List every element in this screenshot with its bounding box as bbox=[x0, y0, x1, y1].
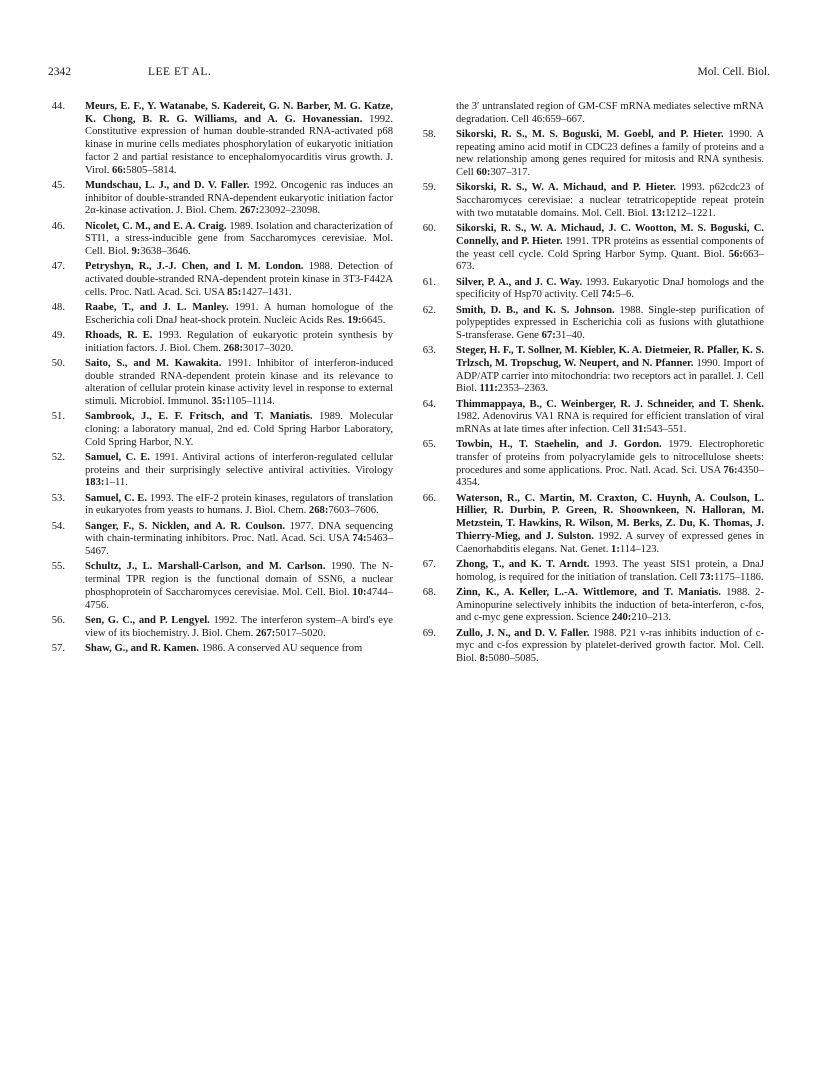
reference-number: 56. bbox=[51, 614, 65, 626]
reference-volume: 267: bbox=[239, 205, 260, 217]
journal-name: Mol. Cell. Biol. bbox=[697, 66, 770, 78]
reference-text: 1992. A survey of expressed genes in Caenorhabditis elegans. Nat. Genet. bbox=[456, 530, 764, 555]
reference-number: 48. bbox=[51, 301, 65, 313]
reference-text: 1991. A human homologue of the Escherichia coli DnaJ heat-shock protein. Nucleic Acids Res. bbox=[85, 301, 393, 326]
reference-entry bbox=[45, 302, 393, 327]
reference-number: 64. bbox=[422, 398, 436, 410]
reference-volume: 73: bbox=[699, 571, 715, 583]
reference-number: 55. bbox=[51, 561, 65, 573]
reference-entry bbox=[416, 129, 764, 180]
reference-number: 67. bbox=[422, 558, 436, 570]
reference-number: 60. bbox=[422, 223, 436, 235]
reference-entry bbox=[45, 411, 393, 449]
reference-authors: Smith, D. B., and K. S. Johnson. bbox=[456, 304, 615, 316]
reference-volume: 60: bbox=[476, 167, 491, 179]
reference-entry bbox=[45, 493, 393, 518]
reference-entry bbox=[416, 587, 764, 625]
reference-authors: Petryshyn, R., J.-J. Chen, and I. M. London. bbox=[85, 261, 304, 273]
reference-text: 1992. The interferon system–A bird's eye view of its biochemistry. J. Biol. Chem. bbox=[85, 614, 393, 639]
reference-volume: 240: bbox=[611, 612, 632, 624]
reference-volume: 31: bbox=[632, 424, 647, 436]
reference-pages: 3017–3020. bbox=[243, 342, 294, 354]
reference-authors: Sikorski, R. S., W. A. Michaud, J. C. Wootton, M. S. Boguski, C. Connelly, and P. Hieter. bbox=[456, 223, 764, 247]
reference-authors: Samuel, C. E. bbox=[85, 452, 150, 464]
reference-authors: Steger, H. F., T. Sollner, M. Kiebler, K. A. Dietmeier, R. Pfaller, K. S. Trlzsch, M. Tropschug, W. Neupert, and N. Pfanner. bbox=[456, 345, 764, 369]
reference-pages: 1175–1186. bbox=[714, 571, 764, 583]
reference-number: 45. bbox=[51, 179, 65, 191]
reference-entry bbox=[45, 358, 393, 409]
reference-number: 46. bbox=[51, 220, 65, 232]
reference-pages: 307–317. bbox=[490, 167, 531, 179]
reference-volume: 183: bbox=[85, 477, 105, 489]
reference-entry bbox=[45, 330, 393, 355]
reference-text: 1989. Molecular cloning: a laboratory manual, 2nd ed. Cold Spring Harbor Laboratory, Cold Spring Harbor, N.Y. bbox=[85, 411, 393, 448]
reference-entry bbox=[45, 101, 393, 177]
reference-number: 66. bbox=[422, 492, 436, 504]
reference-pages: 4744–4756. bbox=[85, 586, 393, 611]
reference-pages: 5463–5467. bbox=[85, 533, 393, 558]
reference-entry bbox=[416, 305, 764, 343]
reference-text: 1988. Single-step purification of polypeptides expressed in Escherichia coli as fusions with glutathione S-transferase. Gene bbox=[456, 304, 764, 341]
reference-volume: 85: bbox=[227, 286, 242, 298]
reference-text: 1993. The eIF-2 protein kinases, regulators of translation in eukaryotes from yeasts to humans. J. Biol. Chem. bbox=[85, 492, 393, 517]
right-column-references bbox=[416, 101, 764, 668]
reference-pages: 1212–1221. bbox=[665, 207, 716, 219]
reference-entry bbox=[416, 223, 764, 274]
reference-entry bbox=[45, 261, 393, 299]
reference-number: 57. bbox=[51, 642, 65, 654]
reference-authors: Zullo, J. N., and D. V. Faller. bbox=[456, 627, 590, 639]
reference-authors: Waterson, R., C. Martin, M. Craxton, C. Huynh, A. Coulson, L. Hillier, R. Durbin, P. Green, R. Shoownkeen, N. Halloran, M. Metzstein, T. Hawkins, R. Wilson, M. Berks, Z. Du, K. Thomas, J. Thierry-Mieg, and J. Sulston. bbox=[456, 492, 764, 542]
reference-authors: Zinn, K., A. Keller, L.-A. Wittlemore, and T. Maniatis. bbox=[456, 586, 721, 598]
reference-number: 50. bbox=[51, 357, 65, 369]
reference-pages: 4350–4354. bbox=[456, 464, 764, 489]
reference-number: 53. bbox=[51, 492, 65, 504]
reference-volume: 74: bbox=[601, 289, 616, 301]
reference-entry bbox=[45, 643, 393, 656]
reference-text: 1979. Electrophoretic transfer of proteins from polyacrylamide gels to nitrocellulose sheets: procedures and some applications. Proc. Natl. Acad. Sci. USA bbox=[456, 439, 764, 476]
reference-number: 65. bbox=[422, 439, 436, 451]
reference-authors: Sen, G. C., and P. Lengyel. bbox=[85, 614, 210, 626]
reference-number: 58. bbox=[422, 129, 436, 140]
reference-volume: 66: bbox=[112, 164, 127, 176]
reference-number: 47. bbox=[51, 261, 65, 273]
reference-entry bbox=[416, 345, 764, 396]
reference-pages: 663–673. bbox=[456, 248, 764, 273]
reference-text: 1993. Regulation of eukaryotic protein synthesis by initiation factors. J. Biol. Chem. bbox=[85, 329, 393, 354]
reference-authors: Mundschau, L. J., and D. V. Faller. bbox=[85, 179, 250, 191]
reference-text: 1988. P21 v-ras inhibits induction of c-myc and c-fos expression by platelet-derived growth factor. Mol. Cell. Biol. bbox=[456, 627, 764, 664]
reference-text: 1991. Antiviral actions of interferon-regulated cellular proteins and their surprisingly selective antiviral activities. Virology bbox=[85, 452, 394, 476]
reference-continuation: the 3′ untranslated region of GM-CSF mRNA mediates selective mRNA degradation. Cell 46:659–667. bbox=[456, 101, 764, 125]
reference-authors: Thimmappaya, B., C. Weinberger, R. J. Schneider, and T. Shenk. bbox=[456, 398, 764, 410]
reference-number: 63. bbox=[422, 345, 436, 357]
reference-volume: 268: bbox=[308, 505, 329, 517]
reference-authors: Sikorski, R. S., W. A. Michaud, and P. Hieter. bbox=[456, 182, 677, 194]
reference-text: 1993. The yeast SIS1 protein, a DnaJ homolog, is required for the initiation of translation. Cell bbox=[456, 558, 764, 583]
reference-text: 1990. The N-terminal TPR region is the functional domain of SSN6, a nuclear phosphoprotein of Saccharomyces cerevisiae. Mol. Cell. Biol. bbox=[85, 561, 393, 598]
reference-text: 1990. Import of ADP/ATP carrier into mitochondria: two receptors act in parallel. J. Cell Biol. bbox=[456, 357, 764, 395]
reference-text: 1992. Constitutive expression of human double-stranded RNA-activated p68 kinase in murine cells mediates phosphorylation of eukaryotic initiation factor 2 and partial resistance to encephalomyocarditis virus growth. J. Virol. bbox=[85, 113, 393, 176]
reference-number: 59. bbox=[422, 182, 436, 194]
reference-pages: 2353–2363. bbox=[497, 383, 549, 395]
reference-authors: Samuel, C. E. bbox=[85, 492, 148, 504]
reference-pages: 5017–5020. bbox=[275, 627, 326, 639]
reference-pages: 1105–1114. bbox=[225, 396, 275, 408]
reference-number: 68. bbox=[422, 586, 436, 598]
reference-authors: Schultz, J., L. Marshall-Carlson, and M. Carlson. bbox=[85, 561, 326, 573]
reference-pages: 23092–23098. bbox=[259, 205, 321, 217]
reference-volume: 67: bbox=[541, 329, 556, 341]
reference-text: 1982. Adenovirus VA1 RNA is required for efficient translation of viral mRNAs at late times after infection. Cell bbox=[456, 411, 764, 436]
reference-text: 1993. Eukaryotic DnaJ homologs and the specificity of Hsp70 activity. Cell bbox=[456, 276, 764, 301]
reference-pages: 3638–3646. bbox=[140, 245, 191, 257]
reference-volume: 56: bbox=[728, 248, 743, 260]
reference-volume: 74: bbox=[352, 533, 367, 545]
reference-authors: Sikorski, R. S., M. S. Boguski, M. Goebl, and P. Hieter. bbox=[456, 129, 724, 140]
reference-number: 49. bbox=[51, 329, 65, 341]
reference-entry bbox=[416, 493, 764, 557]
reference-volume: 9: bbox=[131, 245, 141, 257]
reference-authors: Raabe, T., and J. L. Manley. bbox=[85, 301, 229, 313]
reference-authors: Zhong, T., and K. T. Arndt. bbox=[456, 558, 590, 570]
reference-volume: 111: bbox=[479, 383, 498, 395]
reference-text: 1988. 2-Aminopurine selectively inhibits the induction of beta-interferon, c-fos, and c-myc gene expression. Science bbox=[456, 586, 764, 624]
reference-authors: Saito, S., and M. Kawakita. bbox=[85, 357, 222, 369]
reference-entry bbox=[416, 182, 764, 220]
reference-pages: 543–551. bbox=[646, 424, 687, 436]
reference-authors: Shaw, G., and R. Kamen. bbox=[85, 642, 199, 654]
reference-entry bbox=[45, 561, 393, 612]
reference-authors: Sambrook, J., E. F. Fritsch, and T. Maniatis. bbox=[85, 411, 313, 423]
reference-number: 54. bbox=[51, 520, 65, 532]
left-column-references bbox=[45, 101, 393, 658]
reference-pages: 5–6. bbox=[615, 289, 634, 301]
reference-number: 62. bbox=[422, 304, 436, 316]
reference-number: 69. bbox=[422, 627, 436, 639]
reference-text: 1992. Oncogenic ras induces an inhibitor of double-stranded RNA-dependent eukaryotic initiation factor 2α-kinase activation. J. Biol. Chem. bbox=[85, 179, 393, 217]
reference-pages: 1–11. bbox=[104, 477, 128, 489]
reference-authors: Sanger, F., S. Nicklen, and A. R. Coulson. bbox=[85, 520, 285, 532]
reference-entry bbox=[45, 521, 393, 559]
reference-pages: 1427–1431. bbox=[241, 286, 292, 298]
reference-authors: Nicolet, C. M., and E. A. Craig. bbox=[85, 220, 227, 232]
reference-entry bbox=[45, 180, 393, 218]
reference-text: 1988. Detection of activated double-stranded RNA-dependent protein kinase in 3T3-F442A cells. Proc. Natl. Acad. Sci. USA bbox=[85, 261, 393, 298]
reference-authors: Silver, P. A., and J. C. Way. bbox=[456, 276, 583, 288]
reference-volume: 1: bbox=[611, 543, 620, 555]
reference-pages: 7603–7606. bbox=[328, 505, 379, 517]
reference-volume: 10: bbox=[352, 586, 367, 598]
reference-volume: 19: bbox=[347, 314, 362, 326]
reference-volume: 268: bbox=[223, 342, 244, 354]
reference-text: 1991. Inhibitor of interferon-induced double stranded RNA-dependent protein kinase and its relevance to alteration of cellular protein kinase activity level in response to external stimuli. Microbiol. Immunol. bbox=[85, 357, 393, 408]
reference-entry bbox=[45, 615, 393, 640]
page-number: 2342 bbox=[48, 66, 71, 78]
reference-entry bbox=[416, 439, 764, 490]
reference-volume: 13: bbox=[651, 207, 666, 219]
reference-number: 44. bbox=[51, 101, 65, 112]
reference-text: 1991. TPR proteins as essential components of the yeast cell cycle. Cold Spring Harbor Symp. Quant. Biol. bbox=[456, 235, 764, 260]
reference-volume: 8: bbox=[479, 652, 489, 664]
reference-text: 1993. p62cdc23 of Saccharomyces cerevisiae: a nuclear tetratricopeptide repeat protein with two mutatable domains. Mol. Cell. Biol. bbox=[456, 182, 764, 219]
reference-authors: Towbin, H., T. Staehelin, and J. Gordon. bbox=[456, 439, 662, 451]
running-authors: LEE ET AL. bbox=[148, 66, 212, 78]
reference-entry bbox=[45, 452, 393, 490]
reference-text: 1989. Isolation and characterization of STI1, a stress-inducible gene from Saccharomyces cerevisiae. Mol. Cell. Biol. bbox=[85, 220, 394, 257]
reference-text: 1977. DNA sequencing with chain-terminating inhibitors. Proc. Natl. Acad. Sci. USA bbox=[85, 520, 393, 545]
reference-volume: 35: bbox=[211, 396, 226, 408]
reference-volume: 76: bbox=[723, 464, 738, 476]
reference-entry bbox=[416, 277, 764, 302]
running-header bbox=[48, 66, 770, 82]
reference-pages: 5080–5085. bbox=[488, 652, 539, 664]
reference-number: 52. bbox=[51, 452, 65, 464]
reference-pages: 210–213. bbox=[631, 612, 672, 624]
reference-number: 51. bbox=[51, 411, 65, 423]
reference-pages: 114–123. bbox=[619, 543, 660, 555]
reference-authors: Rhoads, R. E. bbox=[85, 329, 153, 341]
reference-text: 1990. A repeating amino acid motif in CDC23 defines a family of proteins and a new relationship among genes required for mitosis and RNA synthesis. Cell bbox=[456, 129, 764, 179]
reference-volume: 267: bbox=[255, 627, 276, 639]
reference-entry bbox=[416, 399, 764, 437]
reference-pages: 5805–5814. bbox=[126, 164, 177, 176]
reference-text: 1986. A conserved AU sequence from bbox=[198, 642, 363, 654]
reference-authors: Meurs, E. F., Y. Watanabe, S. Kadereit, G. N. Barber, M. G. Katze, K. Chong, B. R. G. Williams, and A. G. Hovanessian. bbox=[85, 101, 393, 125]
reference-pages: 31–40. bbox=[555, 329, 585, 341]
reference-entry bbox=[416, 628, 764, 666]
reference-entry bbox=[416, 559, 764, 584]
reference-pages: 6645. bbox=[361, 314, 386, 326]
reference-number: 61. bbox=[422, 276, 436, 288]
reference-entry bbox=[45, 221, 393, 259]
